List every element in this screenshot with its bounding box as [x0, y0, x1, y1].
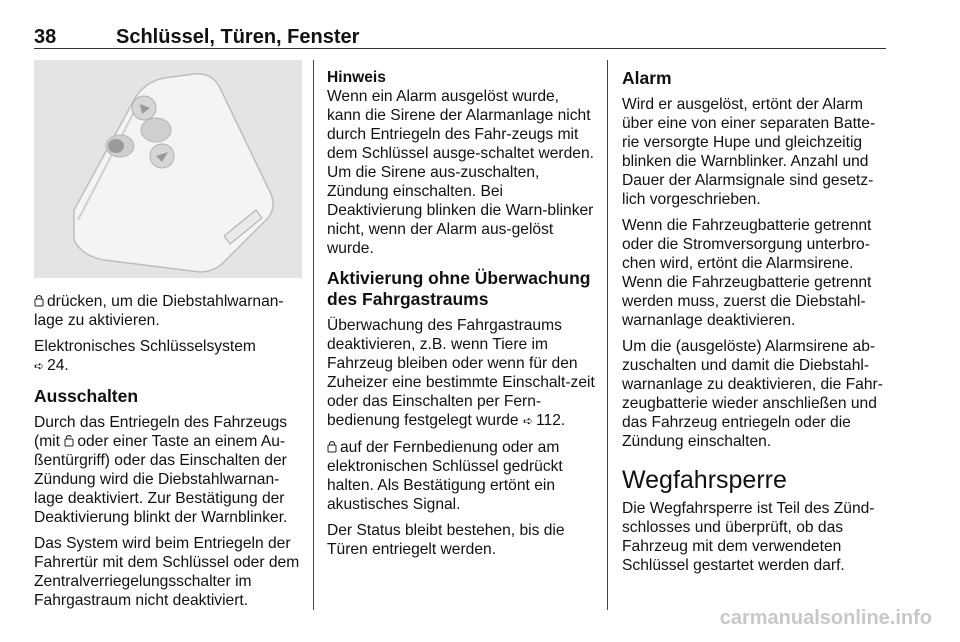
column-divider	[607, 60, 608, 610]
section-heading: Alarm	[622, 68, 672, 88]
column-2	[327, 68, 595, 566]
paragraph-text: oder einer Taste an einem Au-ßentürgriff) oder das Einschalten der Zündung wird die Diebstahlwarnan-lage deaktiviert. Zur Bestätigung der Deaktivierung blinkt der Warnblinker.	[34, 433, 288, 526]
paragraph	[327, 438, 595, 514]
key-card-image	[34, 60, 302, 278]
unlock-icon	[64, 433, 74, 446]
paragraph	[34, 413, 302, 527]
paragraph: Die Wegfahrsperre ist Teil des Zünd-schlosses und überprüft, ob das Fahrzeug mit dem verwendeten Schlüssel gestartet werden darf.	[622, 500, 875, 574]
page-header	[34, 18, 886, 49]
section-heading: Aktivierung ohne Überwachung des Fahrgastraums	[327, 268, 591, 309]
page-ref-arrow-icon: ➪	[522, 414, 534, 428]
watermark: carmanualsonline.info	[719, 607, 932, 629]
lock-icon	[327, 439, 337, 452]
paragraph-text: Durch das Entriegeln des Fahrzeugs (mit	[34, 414, 288, 450]
paragraph: Um die (ausgelöste) Alarmsirene ab-zuschalten und damit die Diebstahl-warnanlage zu deaktivieren, die Fahr-zeugbatterie wieder anschließen und das Fahrzeug entriegeln oder die Zündung einschalten.	[622, 338, 883, 450]
paragraph	[327, 316, 595, 431]
paragraph-text: Überwachung des Fahrgastraums deaktivieren, z.B. wenn Tiere im Fahrzeug bleiben oder wenn für den Zuheizer eine bestimmte Einschalt-zeit oder das Einschalten per Fern-bedienung festgelegt wurde	[327, 317, 595, 429]
paragraph: Wenn die Fahrzeugbatterie getrennt oder die Stromversorgung unterbro-chen wird, ertönt die Alarmsirene. Wenn die Fahrzeugbatterie getrennt werden muss, zuerst die Diebstahl-warnanlage deaktivieren.	[622, 217, 872, 329]
lock-icon	[34, 293, 44, 306]
paragraph-text: Elektronisches Schlüsselsystem	[34, 338, 256, 355]
paragraph-text: drücken, um die Diebstahlwarnan-lage zu aktivieren.	[34, 293, 284, 329]
page-ref: 112.	[536, 412, 566, 429]
paragraph: Das System wird beim Entriegeln der Fahrertür mit dem Schlüssel oder dem Zentralverriegelungsschalter im Fahrgastraum nicht deaktiviert.	[34, 535, 300, 609]
paragraph: Der Status bleibt bestehen, bis die Türen entriegelt werden.	[327, 522, 565, 558]
page-title: Schlüssel, Türen, Fenster	[116, 26, 360, 48]
paragraph	[34, 292, 302, 330]
page-ref: 24.	[47, 357, 69, 374]
paragraph: Wird er ausgelöst, ertönt der Alarm über eine von einer separaten Batte-rie versorgte Hupe und gleichzeitig blinken die Warnblinker. Anzahl und Dauer der Alarmsignale sind gesetz-lich vorgeschrieben.	[622, 96, 876, 208]
paragraph	[34, 337, 302, 376]
page-number: 38	[34, 26, 57, 48]
note-text: Wenn ein Alarm ausgelöst wurde, kann die Sirene der Alarmanlage nicht durch Entriegeln des Fahr-zeugs mit dem Schlüssel ausge-schaltet werden. Um die Sirene aus-zuschalten, Zündung einschalten. Bei Deaktivierung blinken die Warn-blinker nicht, wenn der Alarm aus-gelöst wurde.	[327, 88, 594, 257]
column-1	[34, 60, 302, 617]
page-ref-arrow-icon: ➪	[34, 359, 45, 373]
note-title: Hinweis	[327, 69, 386, 86]
column-3	[622, 68, 890, 582]
chapter-heading: Wegfahrsperre	[622, 466, 787, 494]
paragraph-text: auf der Fernbedienung oder am elektronischen Schlüssel gedrückt halten. Als Bestätigung ertönt ein akustisches Signal.	[327, 439, 563, 513]
section-heading: Ausschalten	[34, 386, 139, 406]
column-divider	[313, 60, 314, 610]
